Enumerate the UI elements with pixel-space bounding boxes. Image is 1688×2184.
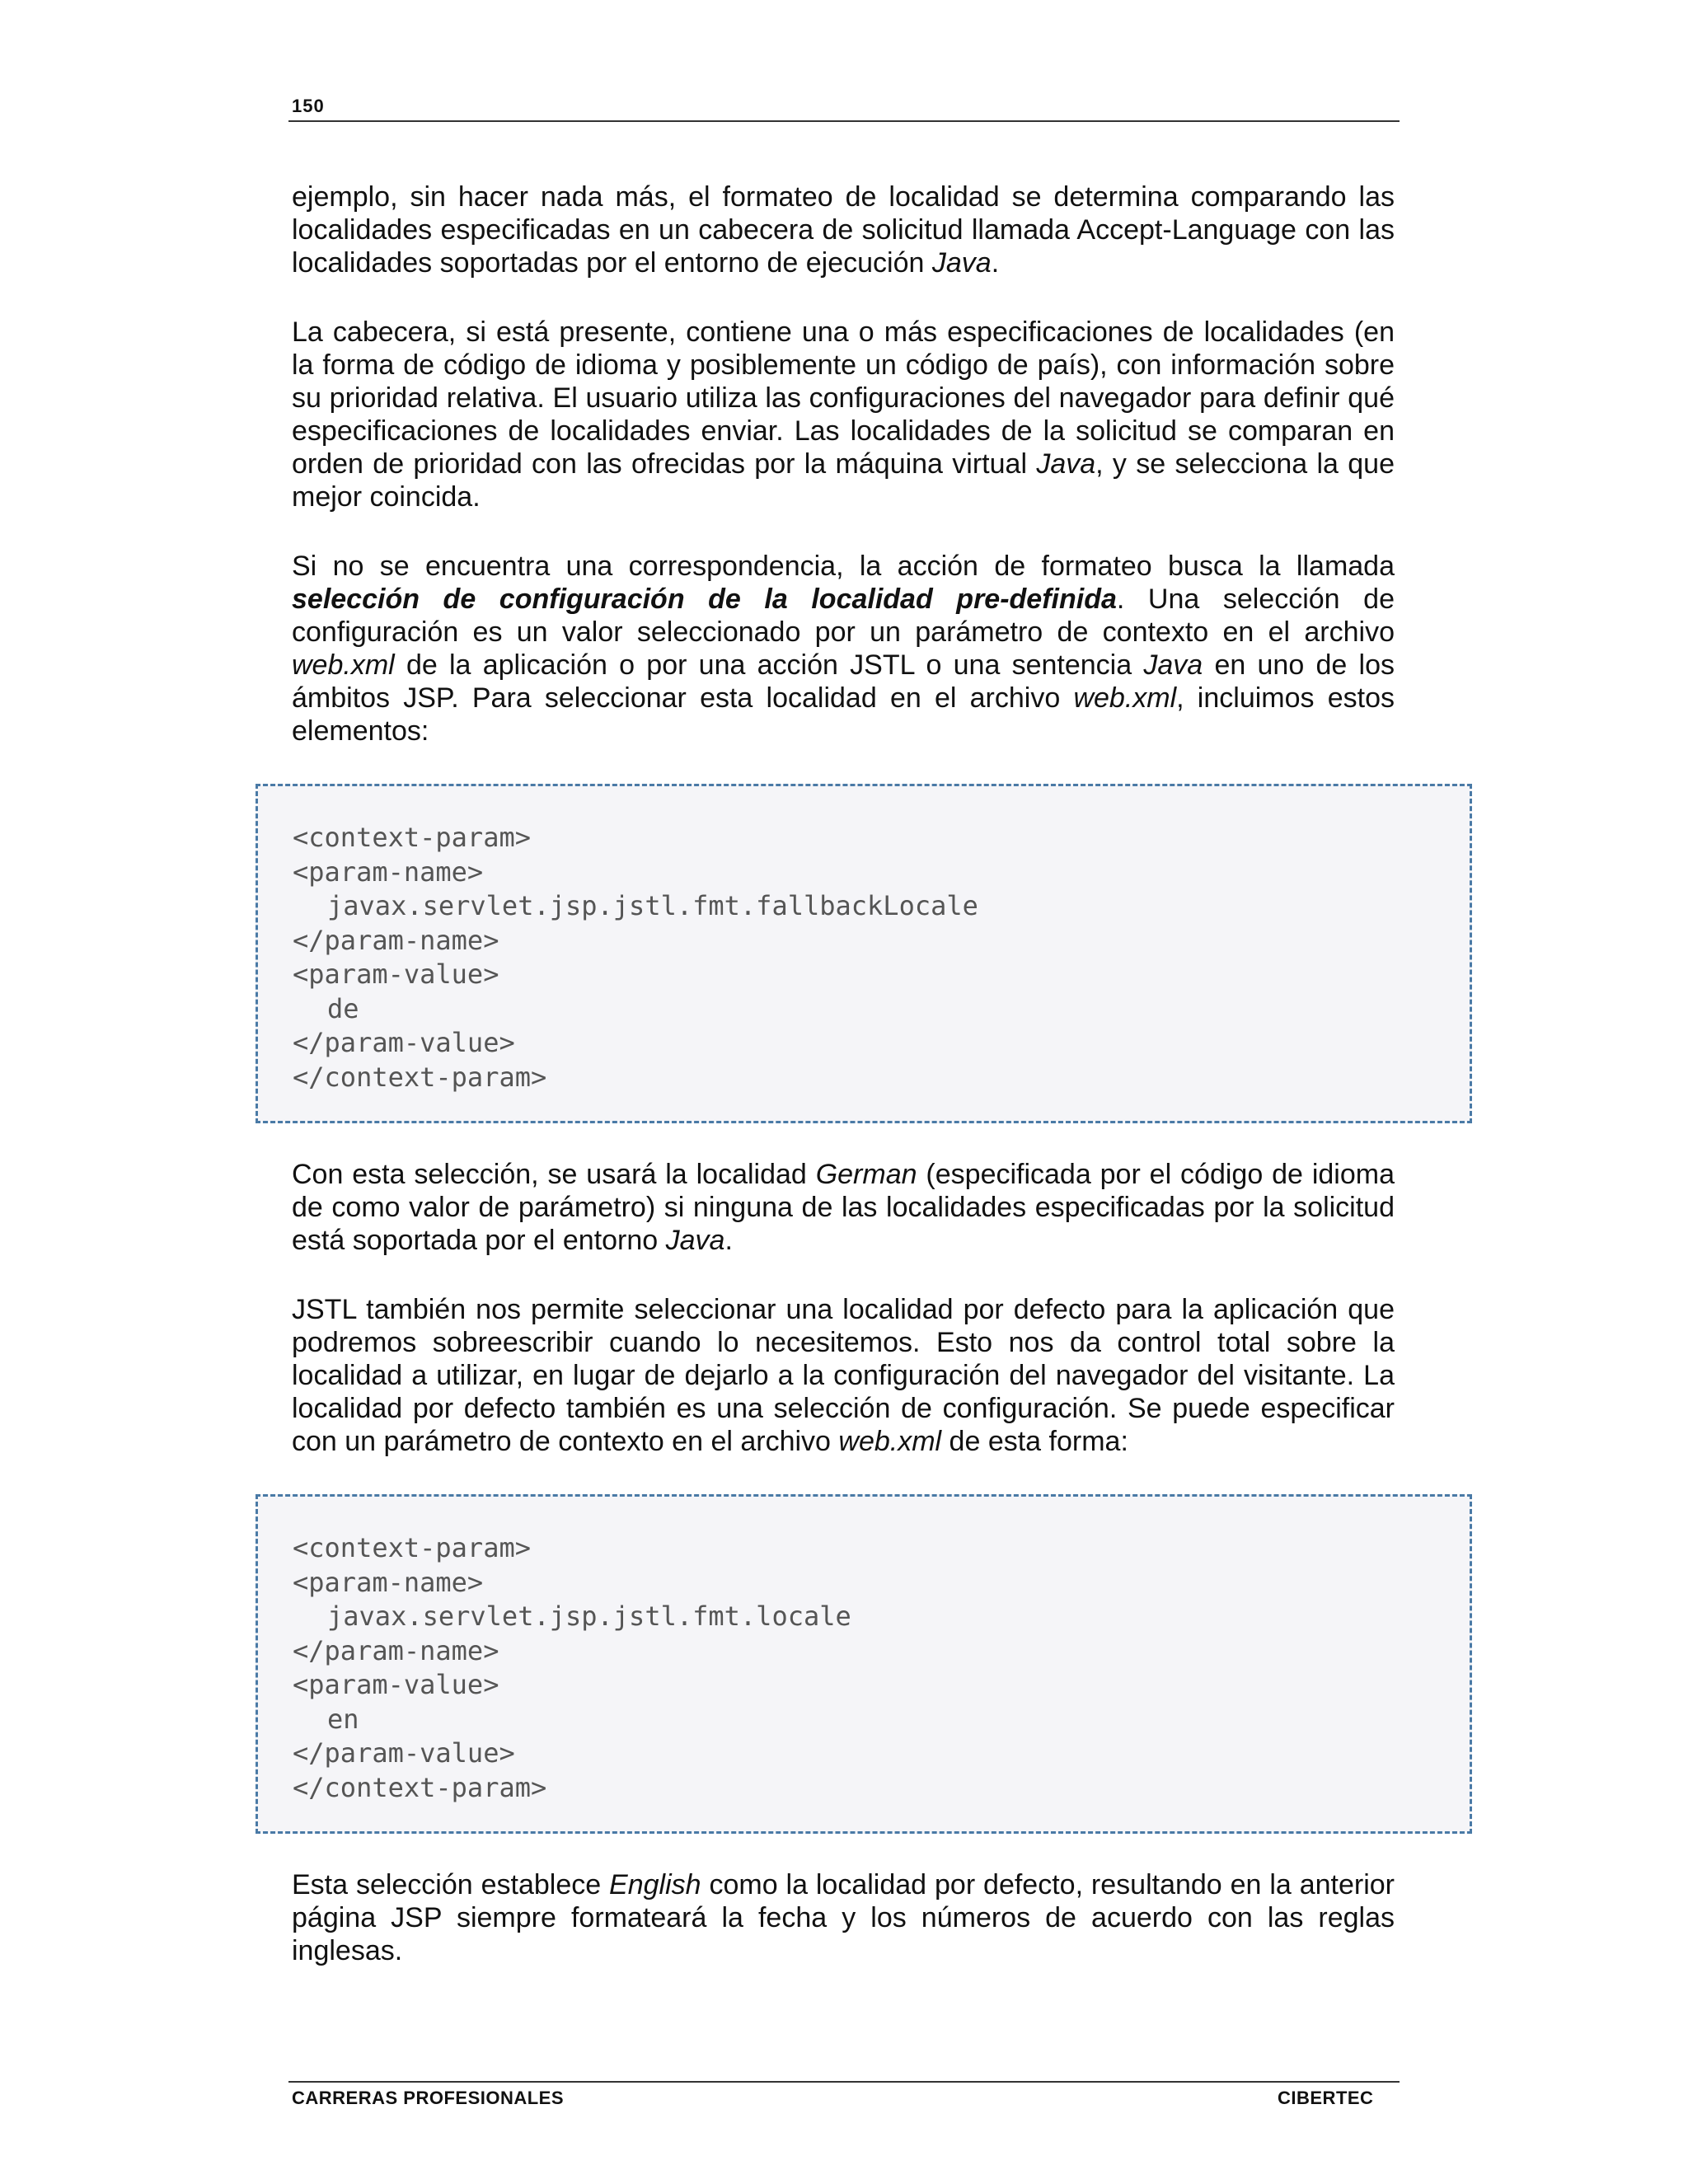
paragraph-header-priority: La cabecera, si está presente, contiene una o más especificaciones de localidades (en la forma de código de idioma y posiblemente un código de país), con información sobre su prioridad relativa. El usuario utiliza las configuraciones del navegador para definir qué especificaciones de localidades enviar. Las localidades de la solicitud se comparan en orden de prioridad con las ofrecidas por la máquina virtual Java, y se selecciona la que mejor coincida. — [292, 316, 1395, 513]
code-line: <param-name> — [293, 1566, 484, 1598]
code-line: javax.servlet.jsp.jstl.fmt.locale — [327, 1601, 851, 1632]
paragraph-english-locale: Esta selección establece English como la localidad por defecto, resultando en la anterior página JSP siempre formateará la fecha y los números de acuerdo con las reglas inglesas. — [292, 1869, 1395, 1966]
paragraph-accept-language: ejemplo, sin hacer nada más, el formateo de localidad se determina comparando las localidades especificadas en un cabecera de solicitud llamada Accept-Language con las localidades soportadas por el entorno de ejecución Java. — [292, 181, 1395, 279]
code-line: <context-param> — [293, 1532, 531, 1563]
code-block-fallback-locale — [256, 784, 1472, 1123]
header-rule — [288, 120, 1400, 122]
code-line: </context-param> — [293, 1061, 547, 1093]
footer-right-text: CIBERTEC — [1278, 2088, 1374, 2108]
code-line: </param-name> — [293, 924, 499, 956]
code-line: </param-name> — [293, 1634, 499, 1666]
code-line: </context-param> — [293, 1771, 547, 1803]
code-line: de — [327, 992, 359, 1024]
paragraph-german-locale: Con esta selección, se usará la localidad German (especificada por el código de idioma de como valor de parámetro) si ninguna de las localidades especificadas por la solicitud está soportada por el entorno Java. — [292, 1159, 1395, 1256]
footer-left-text: CARRERAS PROFESIONALES — [292, 2088, 565, 2108]
code-line: </param-value> — [293, 1027, 515, 1058]
code-line: javax.servlet.jsp.jstl.fmt.fallbackLocale — [327, 890, 978, 921]
code-line: <param-value> — [293, 958, 499, 990]
code-line: <context-param> — [293, 822, 531, 853]
code-line: </param-value> — [293, 1737, 515, 1769]
page-number: 150 — [292, 96, 325, 116]
code-block-default-locale — [256, 1494, 1472, 1834]
footer-rule — [288, 2081, 1400, 2083]
page-content — [292, 180, 1395, 2004]
code-line: <param-value> — [293, 1669, 499, 1700]
paragraph-default-locale: JSTL también nos permite seleccionar una localidad por defecto para la aplicación que podremos sobreescribir cuando lo necesitemos. Esto nos da control total sobre la localidad a utilizar, en lugar de dejarlo a la configuración del navegador del visitante. La localidad por defecto también es una selección de configuración. Se puede especificar con un parámetro de contexto en el archivo web.xml de esta forma: — [292, 1294, 1395, 1457]
code-line: en — [327, 1703, 359, 1735]
paragraph-fallback-locale: Si no se encuentra una correspondencia, la acción de formateo busca la llamada selección de configuración de la localidad pre-definida. Una selección de configuración es un valor seleccionado por un parámetro de contexto en el archivo web.xml de la aplicación o por una acción JSTL o una sentencia Java en uno de los ámbitos JSP. Para seleccionar esta localidad en el archivo web.xml, incluimos estos elementos: — [292, 551, 1395, 747]
code-line: <param-name> — [293, 855, 484, 888]
